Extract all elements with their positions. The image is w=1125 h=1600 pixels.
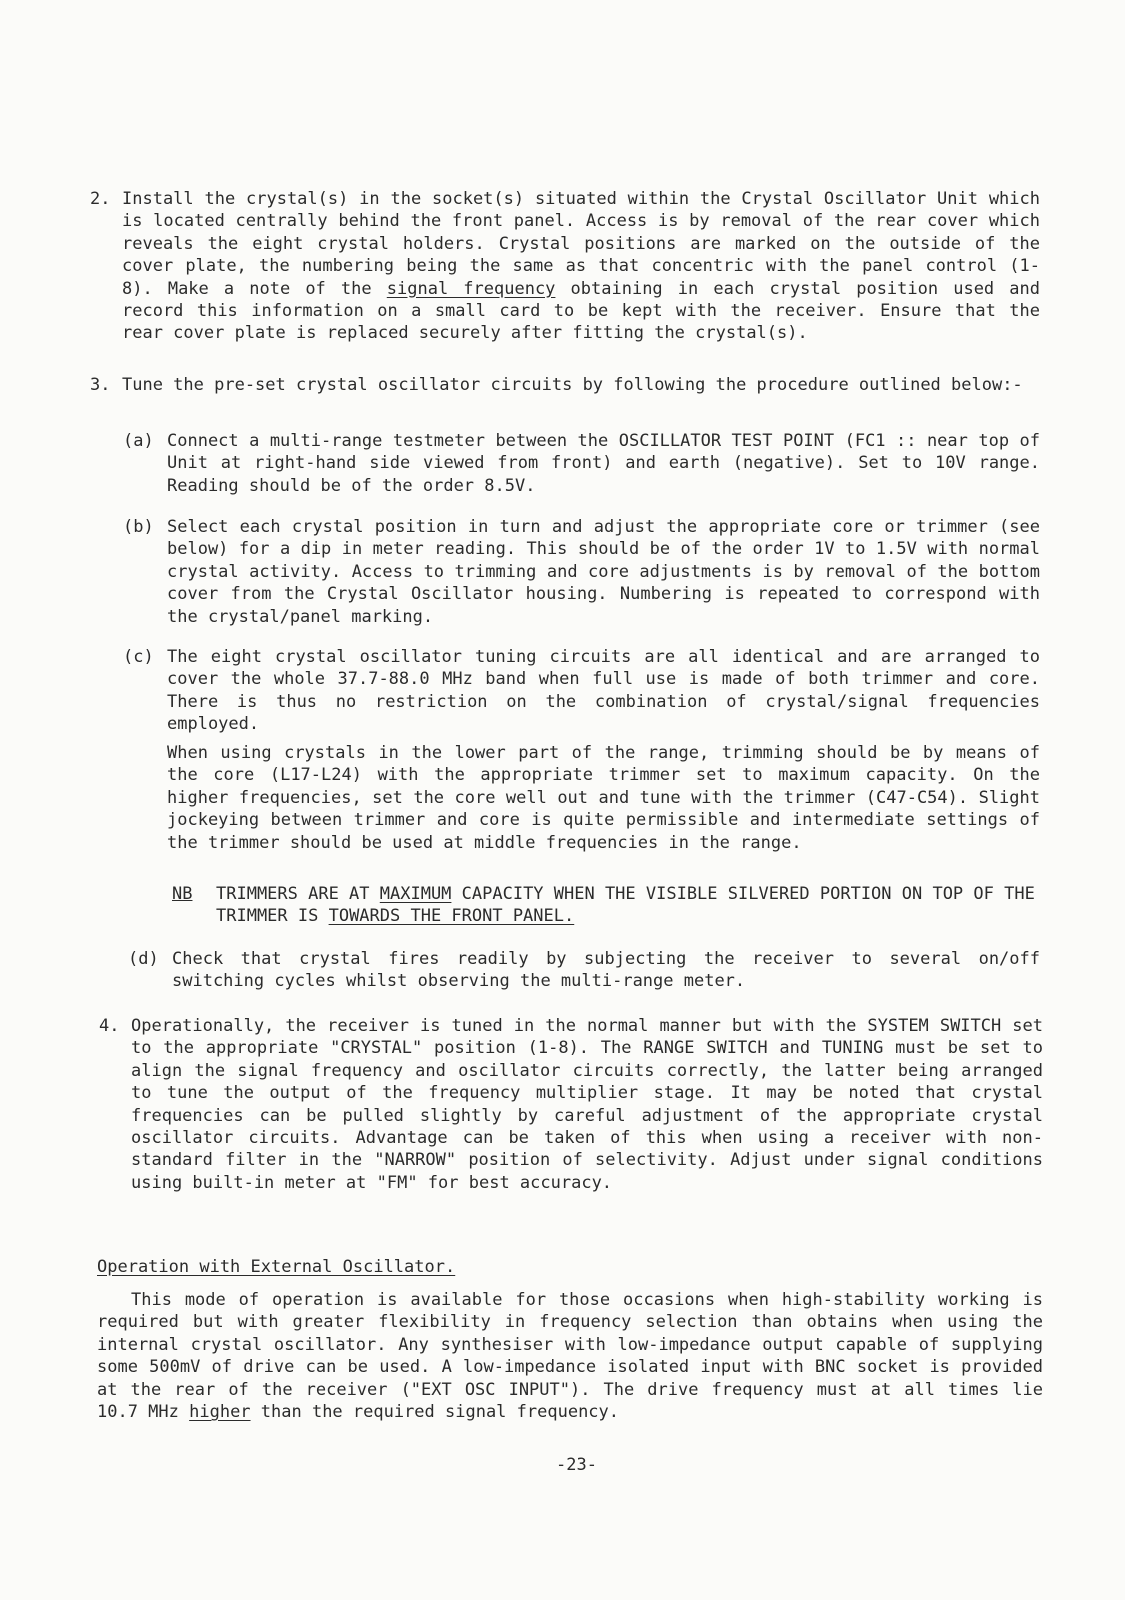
item-number: 4.: [99, 1016, 120, 1036]
instruction-2: [90, 188, 1040, 345]
sub-step-text: When using crystals in the lower part of the range, trimming should be by means of the core (L17-L24) with the appropriate trimmer set to maximum capacity. On the higher frequencies, set the core well out and tune with the trimmer (C47-C54). Slight jockeying between trimmer and core is quite permissible and intermediate settings of the trimmer should be used at middle frequencies in the range.: [167, 743, 1040, 853]
item-text: Operationally, the receiver is tuned in the normal manner but with the SYSTEM SWITCH set to the appropriate "CRYSTAL" position (1-8). The RANGE SWITCH and TUNING must be set to align the signal frequency and oscillator circuits correctly, the latter being arranged to tune the output of the frequency multiplier stage. It may be noted that crystal frequencies can be pulled slightly by careful adjustment of the appropriate crystal oscillator circuits. Advantage can be taken of this when using a receiver with non-standard filter in the "NARROW" position of selectivity. Adjust under signal conditions using built-in meter at "FM" for best accuracy.: [131, 1016, 1043, 1193]
sub-step-text: Check that crystal fires readily by subjecting the receiver to several on/off switching cycles whilst observing the multi-range meter.: [172, 949, 1040, 992]
section-text: This mode of operation is available for those occasions when high-stability working is required but with greater flexibility in frequency selection than obtains when using the internal crystal oscillator. Any synthesiser with low-impedance output capable of supplying some 500mV of drive can be used. A low-impedance isolated input with BNC socket is provided at the rear of the receiver ("EXT OSC INPUT"). The drive frequency must at all times lie 10.7 MHz: [97, 1290, 1043, 1423]
instruction-3: [90, 374, 1040, 396]
item-number: 2.: [90, 189, 111, 209]
nb-text: CAPACITY WHEN THE VISIBLE SILVERED PORTION ON TOP OF THE TRIMMER IS: [216, 884, 1035, 927]
sub-step-b: [123, 516, 1040, 628]
sub-step-text: Connect a multi-range testmeter between the OSCILLATOR TEST POINT (FC1 :: near top of Unit at right-hand side viewed from front) and earth (negative). Set to 10V range. Reading should be of the order 8.5V.: [167, 431, 1040, 496]
section-text-underlined: higher: [189, 1402, 251, 1423]
sub-step-c: [123, 646, 1040, 736]
sub-step-label: (c): [123, 647, 154, 667]
sub-step-a: [123, 430, 1040, 497]
section-heading: Operation with External Oscillator.: [97, 1257, 456, 1277]
sub-step-label: (b): [123, 517, 154, 537]
item-text-underlined: signal frequency: [386, 278, 556, 299]
nb-note: [172, 883, 1040, 928]
section-text: than the required signal frequency.: [250, 1402, 620, 1423]
nb-text-underlined: TOWARDS THE FRONT PANEL.: [328, 906, 575, 927]
instruction-4: [99, 1015, 1043, 1194]
item-text: Tune the pre-set crystal oscillator circuits by following the procedure outlined below:-: [122, 375, 1023, 395]
sub-step-c-continued: [167, 742, 1040, 854]
item-text: obtaining in each crystal position used and record this information on a small card to be kept with the receiver. Ensure that the rear cover plate is replaced securely after fitting the crystal(s).: [122, 278, 1040, 344]
nb-text-underlined: MAXIMUM: [379, 884, 452, 904]
item-text: Install the crystal(s) in the socket(s) situated within the Crystal Oscillator Unit which is located centrally behind the front panel. Access is by removal of the rear cover which reveals the eight crystal holders. Crystal positions are marked on the outside of the cover plate, the numbering being the same as that concentric with the panel control (1-8). Make a note of the: [122, 189, 1040, 299]
sub-step-text: Select each crystal position in turn and adjust the appropriate core or trimmer (see below) for a dip in meter reading. This should be of the order 1V to 1.5V with normal crystal activity. Access to trimming and core adjustments is by removal of the bottom cover from the Crystal Oscillator housing. Numbering is repeated to correspond with the crystal/panel marking.: [167, 517, 1040, 627]
nb-label: NB: [172, 884, 193, 904]
nb-text: TRIMMERS ARE AT: [216, 884, 380, 904]
page-number: -23-: [556, 1455, 597, 1475]
sub-step-d: [128, 948, 1040, 993]
section-paragraph: [97, 1289, 1043, 1423]
sub-step-label: (a): [123, 431, 154, 451]
item-number: 3.: [90, 375, 111, 395]
sub-step-label: (d): [128, 949, 159, 969]
sub-step-text: The eight crystal oscillator tuning circuits are all identical and are arranged to cover the whole 37.7-88.0 MHz band when full use is made of both trimmer and core. There is thus no restriction on the combination of crystal/signal frequencies employed.: [167, 647, 1040, 735]
